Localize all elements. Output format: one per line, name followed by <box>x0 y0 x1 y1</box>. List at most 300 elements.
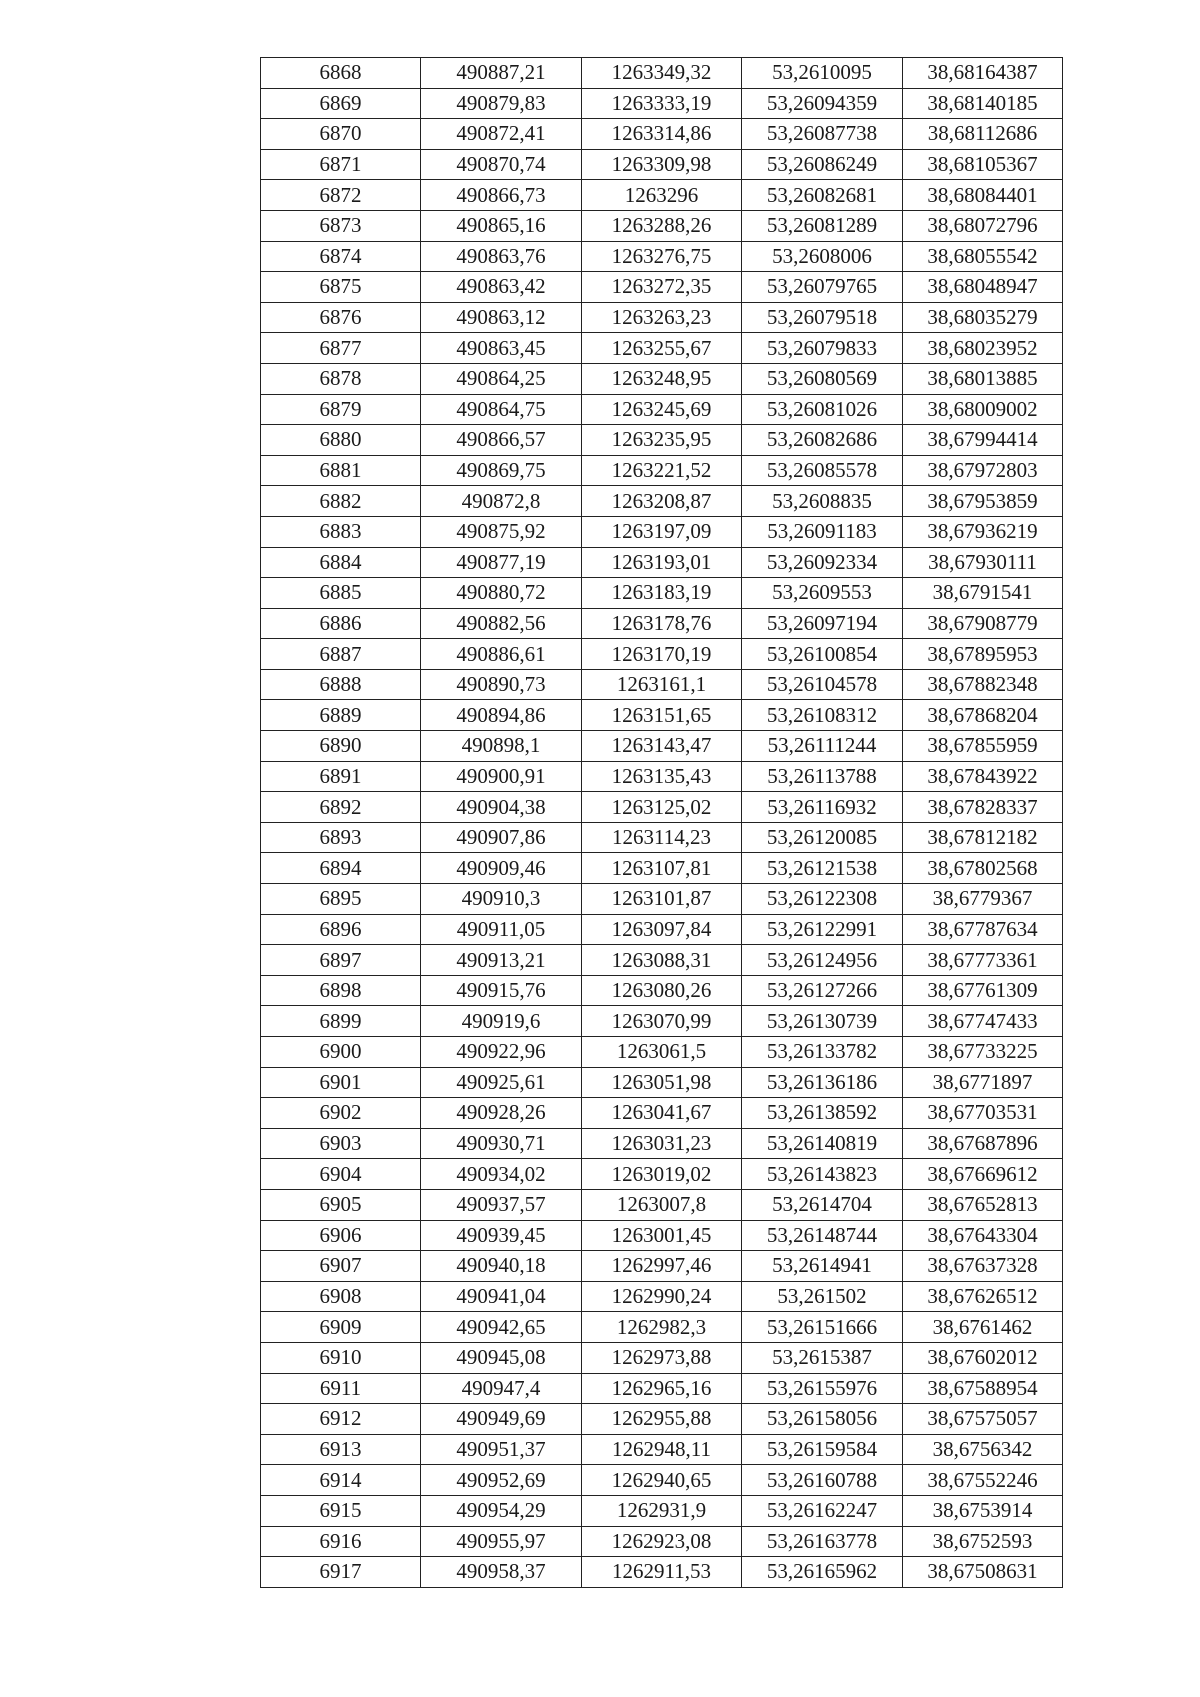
table-row <box>261 669 1063 700</box>
longitude-cell: 38,67936219 <box>903 516 1063 547</box>
x-coordinate-cell: 490863,12 <box>421 302 582 333</box>
latitude-cell: 53,2610095 <box>742 58 903 89</box>
table-row <box>261 272 1063 303</box>
point-number-cell: 6868 <box>261 58 421 89</box>
point-number-cell: 6917 <box>261 1557 421 1588</box>
point-number-cell: 6916 <box>261 1526 421 1557</box>
latitude-cell: 53,26148744 <box>742 1220 903 1251</box>
y-coordinate-cell: 1262911,53 <box>582 1557 742 1588</box>
longitude-cell: 38,67588954 <box>903 1373 1063 1404</box>
x-coordinate-cell: 490910,3 <box>421 884 582 915</box>
latitude-cell: 53,2614704 <box>742 1189 903 1220</box>
longitude-cell: 38,67508631 <box>903 1557 1063 1588</box>
latitude-cell: 53,26081026 <box>742 394 903 425</box>
y-coordinate-cell: 1263288,26 <box>582 210 742 241</box>
latitude-cell: 53,26122991 <box>742 914 903 945</box>
longitude-cell: 38,67652813 <box>903 1189 1063 1220</box>
latitude-cell: 53,26082686 <box>742 425 903 456</box>
y-coordinate-cell: 1263135,43 <box>582 761 742 792</box>
longitude-cell: 38,6752593 <box>903 1526 1063 1557</box>
longitude-cell: 38,67773361 <box>903 945 1063 976</box>
y-coordinate-cell: 1263088,31 <box>582 945 742 976</box>
table-row <box>261 119 1063 150</box>
longitude-cell: 38,68055542 <box>903 241 1063 272</box>
point-number-cell: 6875 <box>261 272 421 303</box>
x-coordinate-cell: 490879,83 <box>421 88 582 119</box>
x-coordinate-cell: 490934,02 <box>421 1159 582 1190</box>
latitude-cell: 53,26079833 <box>742 333 903 364</box>
latitude-cell: 53,26155976 <box>742 1373 903 1404</box>
table-row <box>261 914 1063 945</box>
x-coordinate-cell: 490941,04 <box>421 1281 582 1312</box>
table-row <box>261 88 1063 119</box>
x-coordinate-cell: 490952,69 <box>421 1465 582 1496</box>
table-row <box>261 975 1063 1006</box>
longitude-cell: 38,68072796 <box>903 210 1063 241</box>
latitude-cell: 53,26085578 <box>742 455 903 486</box>
x-coordinate-cell: 490887,21 <box>421 58 582 89</box>
longitude-cell: 38,67868204 <box>903 700 1063 731</box>
point-number-cell: 6873 <box>261 210 421 241</box>
longitude-cell: 38,67637328 <box>903 1251 1063 1282</box>
point-number-cell: 6896 <box>261 914 421 945</box>
table-row <box>261 333 1063 364</box>
coordinates-table <box>260 57 1063 1588</box>
y-coordinate-cell: 1263125,02 <box>582 792 742 823</box>
latitude-cell: 53,26087738 <box>742 119 903 150</box>
longitude-cell: 38,6771897 <box>903 1067 1063 1098</box>
y-coordinate-cell: 1263272,35 <box>582 272 742 303</box>
point-number-cell: 6891 <box>261 761 421 792</box>
x-coordinate-cell: 490925,61 <box>421 1067 582 1098</box>
y-coordinate-cell: 1263114,23 <box>582 822 742 853</box>
table-row <box>261 180 1063 211</box>
longitude-cell: 38,6756342 <box>903 1434 1063 1465</box>
table-row <box>261 1526 1063 1557</box>
latitude-cell: 53,26163778 <box>742 1526 903 1557</box>
point-number-cell: 6876 <box>261 302 421 333</box>
point-number-cell: 6878 <box>261 363 421 394</box>
table-row <box>261 1434 1063 1465</box>
x-coordinate-cell: 490942,65 <box>421 1312 582 1343</box>
table-row <box>261 547 1063 578</box>
y-coordinate-cell: 1263208,87 <box>582 486 742 517</box>
latitude-cell: 53,2608835 <box>742 486 903 517</box>
x-coordinate-cell: 490869,75 <box>421 455 582 486</box>
table-row <box>261 700 1063 731</box>
y-coordinate-cell: 1263197,09 <box>582 516 742 547</box>
y-coordinate-cell: 1263080,26 <box>582 975 742 1006</box>
point-number-cell: 6901 <box>261 1067 421 1098</box>
longitude-cell: 38,68164387 <box>903 58 1063 89</box>
longitude-cell: 38,67994414 <box>903 425 1063 456</box>
longitude-cell: 38,6779367 <box>903 884 1063 915</box>
point-number-cell: 6900 <box>261 1037 421 1068</box>
table-row <box>261 486 1063 517</box>
point-number-cell: 6908 <box>261 1281 421 1312</box>
y-coordinate-cell: 1262948,11 <box>582 1434 742 1465</box>
point-number-cell: 6879 <box>261 394 421 425</box>
longitude-cell: 38,67733225 <box>903 1037 1063 1068</box>
x-coordinate-cell: 490870,74 <box>421 149 582 180</box>
x-coordinate-cell: 490940,18 <box>421 1251 582 1282</box>
x-coordinate-cell: 490865,16 <box>421 210 582 241</box>
y-coordinate-cell: 1262997,46 <box>582 1251 742 1282</box>
y-coordinate-cell: 1263309,98 <box>582 149 742 180</box>
x-coordinate-cell: 490866,73 <box>421 180 582 211</box>
table-row <box>261 1159 1063 1190</box>
latitude-cell: 53,26165962 <box>742 1557 903 1588</box>
longitude-cell: 38,67703531 <box>903 1098 1063 1129</box>
latitude-cell: 53,26094359 <box>742 88 903 119</box>
x-coordinate-cell: 490863,45 <box>421 333 582 364</box>
point-number-cell: 6910 <box>261 1342 421 1373</box>
latitude-cell: 53,26158056 <box>742 1404 903 1435</box>
latitude-cell: 53,26120085 <box>742 822 903 853</box>
longitude-cell: 38,6761462 <box>903 1312 1063 1343</box>
point-number-cell: 6898 <box>261 975 421 1006</box>
longitude-cell: 38,67895953 <box>903 639 1063 670</box>
table-row <box>261 58 1063 89</box>
table-row <box>261 1220 1063 1251</box>
point-number-cell: 6889 <box>261 700 421 731</box>
point-number-cell: 6874 <box>261 241 421 272</box>
y-coordinate-cell: 1263170,19 <box>582 639 742 670</box>
y-coordinate-cell: 1263296 <box>582 180 742 211</box>
x-coordinate-cell: 490947,4 <box>421 1373 582 1404</box>
longitude-cell: 38,68084401 <box>903 180 1063 211</box>
y-coordinate-cell: 1262973,88 <box>582 1342 742 1373</box>
point-number-cell: 6904 <box>261 1159 421 1190</box>
point-number-cell: 6902 <box>261 1098 421 1129</box>
point-number-cell: 6870 <box>261 119 421 150</box>
longitude-cell: 38,67828337 <box>903 792 1063 823</box>
latitude-cell: 53,26079765 <box>742 272 903 303</box>
point-number-cell: 6872 <box>261 180 421 211</box>
y-coordinate-cell: 1263101,87 <box>582 884 742 915</box>
longitude-cell: 38,6753914 <box>903 1495 1063 1526</box>
longitude-cell: 38,67626512 <box>903 1281 1063 1312</box>
y-coordinate-cell: 1263276,75 <box>582 241 742 272</box>
longitude-cell: 38,68013885 <box>903 363 1063 394</box>
point-number-cell: 6895 <box>261 884 421 915</box>
latitude-cell: 53,26143823 <box>742 1159 903 1190</box>
point-number-cell: 6882 <box>261 486 421 517</box>
table-body <box>261 58 1063 1588</box>
latitude-cell: 53,26162247 <box>742 1495 903 1526</box>
point-number-cell: 6907 <box>261 1251 421 1282</box>
x-coordinate-cell: 490882,56 <box>421 608 582 639</box>
longitude-cell: 38,68105367 <box>903 149 1063 180</box>
x-coordinate-cell: 490898,1 <box>421 731 582 762</box>
table-row <box>261 1557 1063 1588</box>
table-row <box>261 792 1063 823</box>
latitude-cell: 53,26092334 <box>742 547 903 578</box>
y-coordinate-cell: 1263235,95 <box>582 425 742 456</box>
longitude-cell: 38,67972803 <box>903 455 1063 486</box>
y-coordinate-cell: 1263061,5 <box>582 1037 742 1068</box>
latitude-cell: 53,26127266 <box>742 975 903 1006</box>
y-coordinate-cell: 1263248,95 <box>582 363 742 394</box>
latitude-cell: 53,26133782 <box>742 1037 903 1068</box>
latitude-cell: 53,26108312 <box>742 700 903 731</box>
latitude-cell: 53,26130739 <box>742 1006 903 1037</box>
y-coordinate-cell: 1262931,9 <box>582 1495 742 1526</box>
table-row <box>261 761 1063 792</box>
latitude-cell: 53,26160788 <box>742 1465 903 1496</box>
y-coordinate-cell: 1263263,23 <box>582 302 742 333</box>
table-row <box>261 1098 1063 1129</box>
table-row <box>261 455 1063 486</box>
y-coordinate-cell: 1263051,98 <box>582 1067 742 1098</box>
table-row <box>261 608 1063 639</box>
x-coordinate-cell: 490866,57 <box>421 425 582 456</box>
x-coordinate-cell: 490949,69 <box>421 1404 582 1435</box>
table-row <box>261 302 1063 333</box>
x-coordinate-cell: 490928,26 <box>421 1098 582 1129</box>
latitude-cell: 53,2615387 <box>742 1342 903 1373</box>
y-coordinate-cell: 1263183,19 <box>582 578 742 609</box>
table-row <box>261 731 1063 762</box>
point-number-cell: 6869 <box>261 88 421 119</box>
point-number-cell: 6894 <box>261 853 421 884</box>
longitude-cell: 38,67812182 <box>903 822 1063 853</box>
table-row <box>261 1006 1063 1037</box>
point-number-cell: 6890 <box>261 731 421 762</box>
point-number-cell: 6912 <box>261 1404 421 1435</box>
x-coordinate-cell: 490922,96 <box>421 1037 582 1068</box>
y-coordinate-cell: 1263041,67 <box>582 1098 742 1129</box>
y-coordinate-cell: 1263193,01 <box>582 547 742 578</box>
x-coordinate-cell: 490880,72 <box>421 578 582 609</box>
table-row <box>261 639 1063 670</box>
longitude-cell: 38,68009002 <box>903 394 1063 425</box>
latitude-cell: 53,2614941 <box>742 1251 903 1282</box>
table-row <box>261 853 1063 884</box>
latitude-cell: 53,26080569 <box>742 363 903 394</box>
point-number-cell: 6871 <box>261 149 421 180</box>
x-coordinate-cell: 490911,05 <box>421 914 582 945</box>
point-number-cell: 6899 <box>261 1006 421 1037</box>
y-coordinate-cell: 1263007,8 <box>582 1189 742 1220</box>
y-coordinate-cell: 1262990,24 <box>582 1281 742 1312</box>
table-row <box>261 822 1063 853</box>
point-number-cell: 6914 <box>261 1465 421 1496</box>
y-coordinate-cell: 1263031,23 <box>582 1128 742 1159</box>
table-row <box>261 1373 1063 1404</box>
longitude-cell: 38,68140185 <box>903 88 1063 119</box>
x-coordinate-cell: 490890,73 <box>421 669 582 700</box>
x-coordinate-cell: 490907,86 <box>421 822 582 853</box>
x-coordinate-cell: 490951,37 <box>421 1434 582 1465</box>
x-coordinate-cell: 490909,46 <box>421 853 582 884</box>
table-row <box>261 884 1063 915</box>
point-number-cell: 6881 <box>261 455 421 486</box>
latitude-cell: 53,26082681 <box>742 180 903 211</box>
x-coordinate-cell: 490915,76 <box>421 975 582 1006</box>
y-coordinate-cell: 1263221,52 <box>582 455 742 486</box>
point-number-cell: 6915 <box>261 1495 421 1526</box>
longitude-cell: 38,67747433 <box>903 1006 1063 1037</box>
table-row <box>261 1251 1063 1282</box>
x-coordinate-cell: 490877,19 <box>421 547 582 578</box>
point-number-cell: 6885 <box>261 578 421 609</box>
table-row <box>261 363 1063 394</box>
longitude-cell: 38,67575057 <box>903 1404 1063 1435</box>
x-coordinate-cell: 490863,42 <box>421 272 582 303</box>
x-coordinate-cell: 490864,75 <box>421 394 582 425</box>
longitude-cell: 38,6791541 <box>903 578 1063 609</box>
longitude-cell: 38,68035279 <box>903 302 1063 333</box>
x-coordinate-cell: 490945,08 <box>421 1342 582 1373</box>
x-coordinate-cell: 490875,92 <box>421 516 582 547</box>
y-coordinate-cell: 1263097,84 <box>582 914 742 945</box>
latitude-cell: 53,26104578 <box>742 669 903 700</box>
point-number-cell: 6893 <box>261 822 421 853</box>
y-coordinate-cell: 1262955,88 <box>582 1404 742 1435</box>
point-number-cell: 6905 <box>261 1189 421 1220</box>
table-row <box>261 516 1063 547</box>
longitude-cell: 38,67552246 <box>903 1465 1063 1496</box>
y-coordinate-cell: 1263070,99 <box>582 1006 742 1037</box>
latitude-cell: 53,26116932 <box>742 792 903 823</box>
point-number-cell: 6883 <box>261 516 421 547</box>
point-number-cell: 6906 <box>261 1220 421 1251</box>
x-coordinate-cell: 490872,8 <box>421 486 582 517</box>
table-row <box>261 210 1063 241</box>
table-row <box>261 1128 1063 1159</box>
x-coordinate-cell: 490863,76 <box>421 241 582 272</box>
latitude-cell: 53,26079518 <box>742 302 903 333</box>
table-row <box>261 578 1063 609</box>
table-row <box>261 241 1063 272</box>
longitude-cell: 38,67761309 <box>903 975 1063 1006</box>
point-number-cell: 6886 <box>261 608 421 639</box>
latitude-cell: 53,26138592 <box>742 1098 903 1129</box>
latitude-cell: 53,26140819 <box>742 1128 903 1159</box>
latitude-cell: 53,2608006 <box>742 241 903 272</box>
latitude-cell: 53,26159584 <box>742 1434 903 1465</box>
y-coordinate-cell: 1263255,67 <box>582 333 742 364</box>
latitude-cell: 53,26122308 <box>742 884 903 915</box>
longitude-cell: 38,67643304 <box>903 1220 1063 1251</box>
y-coordinate-cell: 1263349,32 <box>582 58 742 89</box>
y-coordinate-cell: 1263107,81 <box>582 853 742 884</box>
x-coordinate-cell: 490937,57 <box>421 1189 582 1220</box>
x-coordinate-cell: 490919,6 <box>421 1006 582 1037</box>
latitude-cell: 53,26111244 <box>742 731 903 762</box>
latitude-cell: 53,26113788 <box>742 761 903 792</box>
table-row <box>261 394 1063 425</box>
table-row <box>261 149 1063 180</box>
latitude-cell: 53,261502 <box>742 1281 903 1312</box>
y-coordinate-cell: 1263161,1 <box>582 669 742 700</box>
y-coordinate-cell: 1263333,19 <box>582 88 742 119</box>
point-number-cell: 6884 <box>261 547 421 578</box>
x-coordinate-cell: 490886,61 <box>421 639 582 670</box>
x-coordinate-cell: 490958,37 <box>421 1557 582 1588</box>
latitude-cell: 53,26136186 <box>742 1067 903 1098</box>
latitude-cell: 53,26124956 <box>742 945 903 976</box>
longitude-cell: 38,67843922 <box>903 761 1063 792</box>
point-number-cell: 6909 <box>261 1312 421 1343</box>
latitude-cell: 53,26100854 <box>742 639 903 670</box>
x-coordinate-cell: 490930,71 <box>421 1128 582 1159</box>
x-coordinate-cell: 490904,38 <box>421 792 582 823</box>
point-number-cell: 6903 <box>261 1128 421 1159</box>
point-number-cell: 6897 <box>261 945 421 976</box>
x-coordinate-cell: 490872,41 <box>421 119 582 150</box>
latitude-cell: 53,26086249 <box>742 149 903 180</box>
latitude-cell: 53,26097194 <box>742 608 903 639</box>
longitude-cell: 38,67953859 <box>903 486 1063 517</box>
table-row <box>261 1037 1063 1068</box>
y-coordinate-cell: 1263019,02 <box>582 1159 742 1190</box>
latitude-cell: 53,2609553 <box>742 578 903 609</box>
point-number-cell: 6913 <box>261 1434 421 1465</box>
table-row <box>261 1189 1063 1220</box>
longitude-cell: 38,67855959 <box>903 731 1063 762</box>
table-row <box>261 1495 1063 1526</box>
table-row <box>261 1465 1063 1496</box>
y-coordinate-cell: 1263143,47 <box>582 731 742 762</box>
y-coordinate-cell: 1262940,65 <box>582 1465 742 1496</box>
point-number-cell: 6877 <box>261 333 421 364</box>
x-coordinate-cell: 490954,29 <box>421 1495 582 1526</box>
longitude-cell: 38,68112686 <box>903 119 1063 150</box>
longitude-cell: 38,67669612 <box>903 1159 1063 1190</box>
table-row <box>261 1404 1063 1435</box>
point-number-cell: 6892 <box>261 792 421 823</box>
longitude-cell: 38,67882348 <box>903 669 1063 700</box>
x-coordinate-cell: 490894,86 <box>421 700 582 731</box>
longitude-cell: 38,68048947 <box>903 272 1063 303</box>
table-row <box>261 1067 1063 1098</box>
table-row <box>261 945 1063 976</box>
longitude-cell: 38,68023952 <box>903 333 1063 364</box>
longitude-cell: 38,67687896 <box>903 1128 1063 1159</box>
table-row <box>261 425 1063 456</box>
y-coordinate-cell: 1262965,16 <box>582 1373 742 1404</box>
point-number-cell: 6888 <box>261 669 421 700</box>
longitude-cell: 38,67602012 <box>903 1342 1063 1373</box>
point-number-cell: 6887 <box>261 639 421 670</box>
y-coordinate-cell: 1263151,65 <box>582 700 742 731</box>
latitude-cell: 53,26091183 <box>742 516 903 547</box>
x-coordinate-cell: 490913,21 <box>421 945 582 976</box>
y-coordinate-cell: 1263178,76 <box>582 608 742 639</box>
longitude-cell: 38,67787634 <box>903 914 1063 945</box>
point-number-cell: 6880 <box>261 425 421 456</box>
table-row <box>261 1312 1063 1343</box>
table-row <box>261 1342 1063 1373</box>
latitude-cell: 53,26151666 <box>742 1312 903 1343</box>
point-number-cell: 6911 <box>261 1373 421 1404</box>
x-coordinate-cell: 490939,45 <box>421 1220 582 1251</box>
y-coordinate-cell: 1262982,3 <box>582 1312 742 1343</box>
y-coordinate-cell: 1262923,08 <box>582 1526 742 1557</box>
y-coordinate-cell: 1263314,86 <box>582 119 742 150</box>
table-row <box>261 1281 1063 1312</box>
x-coordinate-cell: 490955,97 <box>421 1526 582 1557</box>
y-coordinate-cell: 1263001,45 <box>582 1220 742 1251</box>
longitude-cell: 38,67802568 <box>903 853 1063 884</box>
latitude-cell: 53,26121538 <box>742 853 903 884</box>
longitude-cell: 38,67930111 <box>903 547 1063 578</box>
x-coordinate-cell: 490864,25 <box>421 363 582 394</box>
x-coordinate-cell: 490900,91 <box>421 761 582 792</box>
longitude-cell: 38,67908779 <box>903 608 1063 639</box>
